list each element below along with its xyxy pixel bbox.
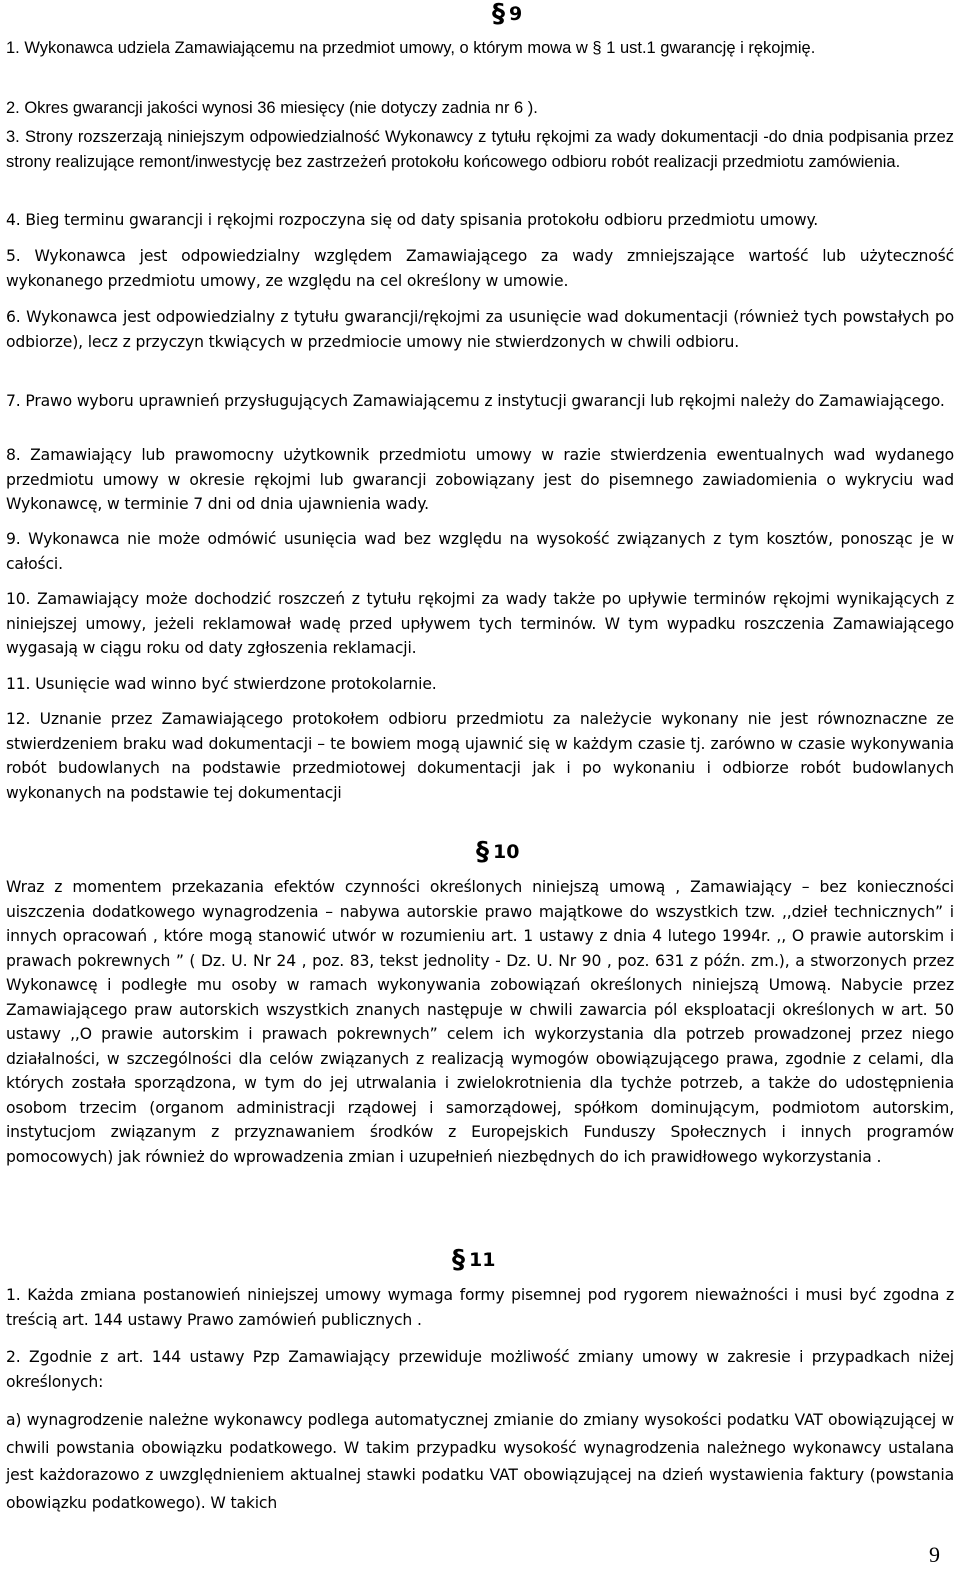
paragraph-9-7: 7. Prawo wyboru uprawnień przysługujących Zamawiającemu z instytucji gwarancji lub rękojmi należy do Zamawiającego. (6, 392, 945, 410)
section-number: 11 (469, 1249, 496, 1271)
paragraph-11-a: a) wynagrodzenie należne wykonawcy podlega automatycznej zmianie do zmiany wysokości podatku VAT obowiązującej w chwili powstania obowiązku podatkowego. W takim przypadku wysokość wynagrodzenia należnego wykonawcy ustalana jest każdorazowo z uwzględnieniem aktualnej stawki podatku VAT obowiązującej na dzień wystawienia faktury (powstania obowiązku podatkowego). W takich (6, 1411, 954, 1512)
page-number: 9 (929, 1542, 940, 1567)
section-sign: § (492, 0, 505, 29)
section-sign: § (452, 1245, 465, 1275)
paragraph-9-3: 3. Strony rozszerzają niniejszym odpowiedzialność Wykonawcy z tytułu rękojmi za wady dokumentacji -do dnia podpisania przez strony realizujące remont/inwestycję bez zastrzeżeń protokołu końcowego odbioru robót realizacji przedmiotu zamówienia. (6, 128, 954, 171)
section-heading-9 (492, 0, 523, 29)
paragraph-11-2: 2. Zgodnie z art. 144 ustawy Pzp Zamawiający przewiduje możliwość zmiany umowy w zakresie i przypadkach niżej określonych: (6, 1348, 954, 1391)
paragraph-11-1: 1. Każda zmiana postanowień niniejszej umowy wymaga formy pisemnej pod rygorem nieważności i musi być zgodna z treścią art. 144 ustawy Prawo zamówień publicznych . (6, 1286, 954, 1329)
paragraph-9-5: 5. Wykonawca jest odpowiedzialny względem Zamawiającego za wady zmniejszające wartość lub użyteczność wykonanego przedmiotu umowy, ze względu na cel określony w umowie. (6, 247, 954, 290)
paragraph-9-9: 9. Wykonawca nie może odmówić usunięcia wad bez względu na wysokość związanych z tym kosztów, ponosząc je w całości. (6, 530, 954, 573)
section-number: 10 (493, 841, 520, 863)
section-sign: § (476, 837, 489, 867)
section-heading-11 (452, 1245, 496, 1275)
paragraph-9-11: 11. Usunięcie wad winno być stwierdzone protokolarnie. (6, 675, 437, 693)
paragraph-9-2: 2. Okres gwarancji jakości wynosi 36 miesięcy (nie dotyczy zadnia nr 6 ). (6, 99, 538, 117)
paragraph-9-1: 1. Wykonawca udziela Zamawiającemu na przedmiot umowy, o którym mowa w § 1 ust.1 gwarancję i rękojmię. (6, 39, 816, 57)
section-number: 9 (509, 3, 523, 25)
paragraph-10-1: Wraz z momentem przekazania efektów czynności określonych niniejszą umową , Zamawiający – bez konieczności uiszczenia dodatkowego wynagrodzenia – nabywa autorskie prawo majątkowe do wszystkich tzw. ,,dzieł technicznych” i innych opracowań , które mogą stanowić utwór w rozumieniu art. 1 ustawy z dnia 4 lutego 1994r. ,, O prawie autorskim i prawach pokrewnych ” ( Dz. U. Nr 24 , poz. 83, tekst jednolity - Dz. U. Nr 90 , poz. 631 z późn. zm.), a stworzonych przez Wykonawcę i podległe mu osoby w ramach wykonywania zobowiązań określonych niniejszą Umową. Nabycie przez Zamawiającego praw autorskich wszystkich znanych następuje w chwili zawarcia pól eksploatacji określonych w art. 50 ustawy ,,O prawie autorskim i prawach pokrewnych” celem ich wykorzystania dla potrzeb prowadzonej przez niego działalności, w szczególności dla celów związanych z realizacją wymogów obowiązującego prawa, zgodnie z celami, dla których została sporządzona, w tym do jej utrwalania i zwielokrotnienia dla tychże potrzeb, a także do udostępnienia osobom trzecim (organom administracji rządowej i samorządowej, spółkom dominującym, podmiotom autorskim, instytucjom związanym z przyznawaniem środków z Europejskich Funduszy Społecznych i innych programów pomocowych) jak również do wprowadzenia zmian i uzupełnień niezbędnych do ich prawidłowego wykorzystania . (6, 878, 954, 1166)
paragraph-9-12: 12. Uznanie przez Zamawiającego protokołem odbioru przedmiotu za należycie wykonany nie jest równoznaczne ze stwierdzeniem braku wad dokumentacji – te bowiem mogą ujawnić się w każdym czasie tj. zarówno w czasie wykonywania robót budowlanych na podstawie przedmiotowej dokumentacji jak i po wykonaniu i odbiorze robót budowlanych wykonanych na podstawie tej dokumentacji (6, 710, 954, 802)
paragraph-9-6: 6. Wykonawca jest odpowiedzialny z tytułu gwarancji/rękojmi za usunięcie wad dokumentacji (również tych powstałych po odbiorze), lecz z przyczyn tkwiących w przedmiocie umowy nie stwierdzonych w chwili odbioru. (6, 308, 954, 351)
paragraph-9-8: 8. Zamawiający lub prawomocny użytkownik przedmiotu umowy w razie stwierdzenia ewentualnych wad wydanego przedmiotu umowy w okresie rękojmi lub gwarancji zobowiązany jest do pisemnego zawiadomienia o wykryciu wad Wykonawcę, w terminie 7 dni od dnia ujawnienia wady. (6, 446, 954, 513)
paragraph-9-10: 10. Zamawiający może dochodzić roszczeń z tytułu rękojmi za wady także po upływie terminów rękojmi wynikających z niniejszej umowy, jeżeli reklamował wadę przed upływem tych terminów. W tym wypadku roszczenia Zamawiającego wygasają w ciągu roku od daty zgłoszenia reklamacji. (6, 590, 954, 657)
paragraph-9-4: 4. Bieg terminu gwarancji i rękojmi rozpoczyna się od daty spisania protokołu odbioru przedmiotu umowy. (6, 211, 819, 229)
section-heading-10 (476, 837, 520, 867)
